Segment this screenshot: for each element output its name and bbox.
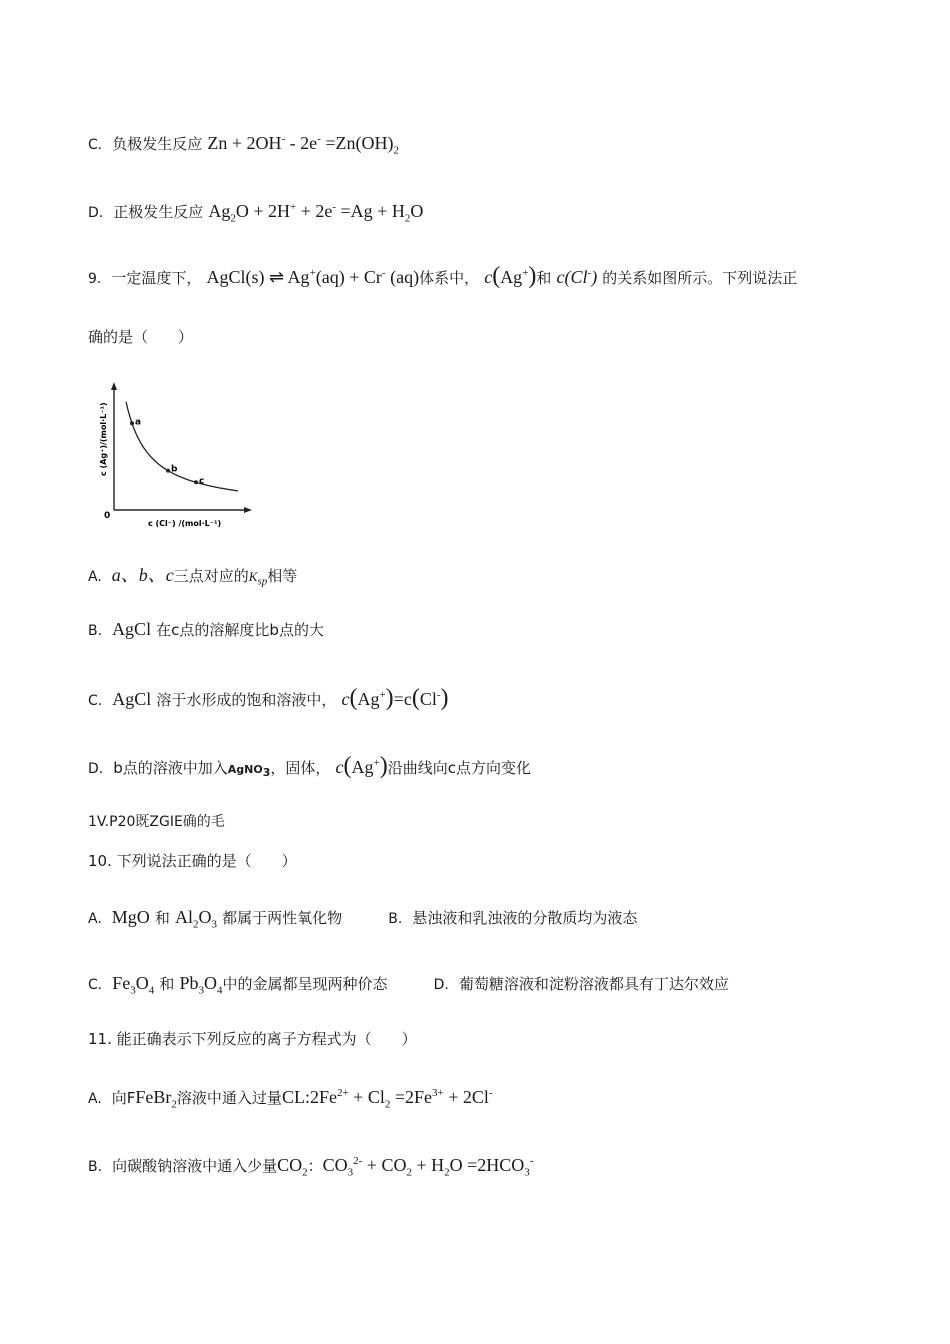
q11-option-a: A. 向FFeBr$_2$溶液中通入过量$CL:2Fe^{2+} + Cl_2 =2Fe^{3+} + 2Cl^-$ xyxy=(88,1087,493,1111)
point-label-a: a xyxy=(135,417,142,428)
solubility-chart xyxy=(88,380,258,532)
q8-option-d: D. 正极发生反应 $Ag_2O + 2H^+ + 2e^- =Ag + H_2O$ xyxy=(88,201,424,225)
y-axis-label: c (Ag⁺)/(mol·L⁻¹) xyxy=(99,402,108,476)
curve-points xyxy=(130,417,204,486)
y-axis-arrow xyxy=(111,382,117,390)
formula: $Zn + 2OH^- - 2e^- =Zn(OH)_2$ xyxy=(207,133,399,157)
point-label-b: b xyxy=(171,464,178,475)
ksp-curve xyxy=(126,402,238,491)
q9-option-a: A. a、b、c三点对应的$K_{sp}$相等 xyxy=(88,565,298,588)
equilibrium-equation: AgCl(s) ⇌ Ag+(aq) + Cr- (aq) xyxy=(206,267,420,287)
point-a xyxy=(130,421,134,425)
point-b xyxy=(166,469,170,473)
q10-options-ab: A. MgO 和 $Al_2O_3$ 都属于两性氧化物 B. 悬浊液和乳浊液的分散质均为液态 xyxy=(88,907,638,931)
option-label: C. xyxy=(88,137,103,153)
q10-stem: 10. 下列说法正确的是（ ） xyxy=(88,852,297,870)
q9-stem-line2: 确的是（ ） xyxy=(88,328,194,346)
q8-option-c: C. 负极发生反应 $Zn + 2OH^- - 2e^- =Zn(OH)_2$ xyxy=(88,133,399,157)
q9-stem: 9. 一定温度下， AgCl(s) ⇌ Ag+(aq) + Cr- (aq)体系中， c(Ag+)和 c(Cl-) 的关系如图所示。下列说法正 xyxy=(88,263,798,289)
option-label: D. xyxy=(88,205,104,221)
x-axis-arrow xyxy=(244,507,252,513)
point-c xyxy=(194,480,198,484)
q9-option-c: C. AgCl 溶于水形成的饱和溶液中， c(Ag+)=c(Cl-) xyxy=(88,685,449,711)
origin-label: 0 xyxy=(104,511,111,521)
q11-option-b: B. 向碳酸钠溶液中通入少量$CO_2$：$CO_3^{2-} + CO_2 + H_2O =2HCO_3^-$ xyxy=(88,1155,534,1179)
q9-note: 1V.P20既ZGIE确的毛 xyxy=(88,814,225,830)
q10-options-cd: C. $Fe_3O_4$ 和 $Pb_3O_4$中的金属都呈现两种价态 D. 葡萄糖溶液和淀粉溶液都具有丁达尔效应 xyxy=(88,973,729,997)
q9-option-b: B. AgCl 在c点的溶解度比b点的大 xyxy=(88,619,324,639)
point-label-c: c xyxy=(199,476,205,487)
x-axis-label: c (Cl⁻) /(mol·L⁻¹) xyxy=(148,519,222,528)
q9-option-d: D. b点的溶液中加入AgNO$_3$，固体， c(Ag+)沿曲线向c点方向变化 xyxy=(88,753,531,780)
q11-stem: 11. 能正确表示下列反应的离子方程式为（ ） xyxy=(88,1030,417,1048)
formula: $Ag_2O + 2H^+ + 2e^- =Ag + H_2O$ xyxy=(208,201,424,225)
